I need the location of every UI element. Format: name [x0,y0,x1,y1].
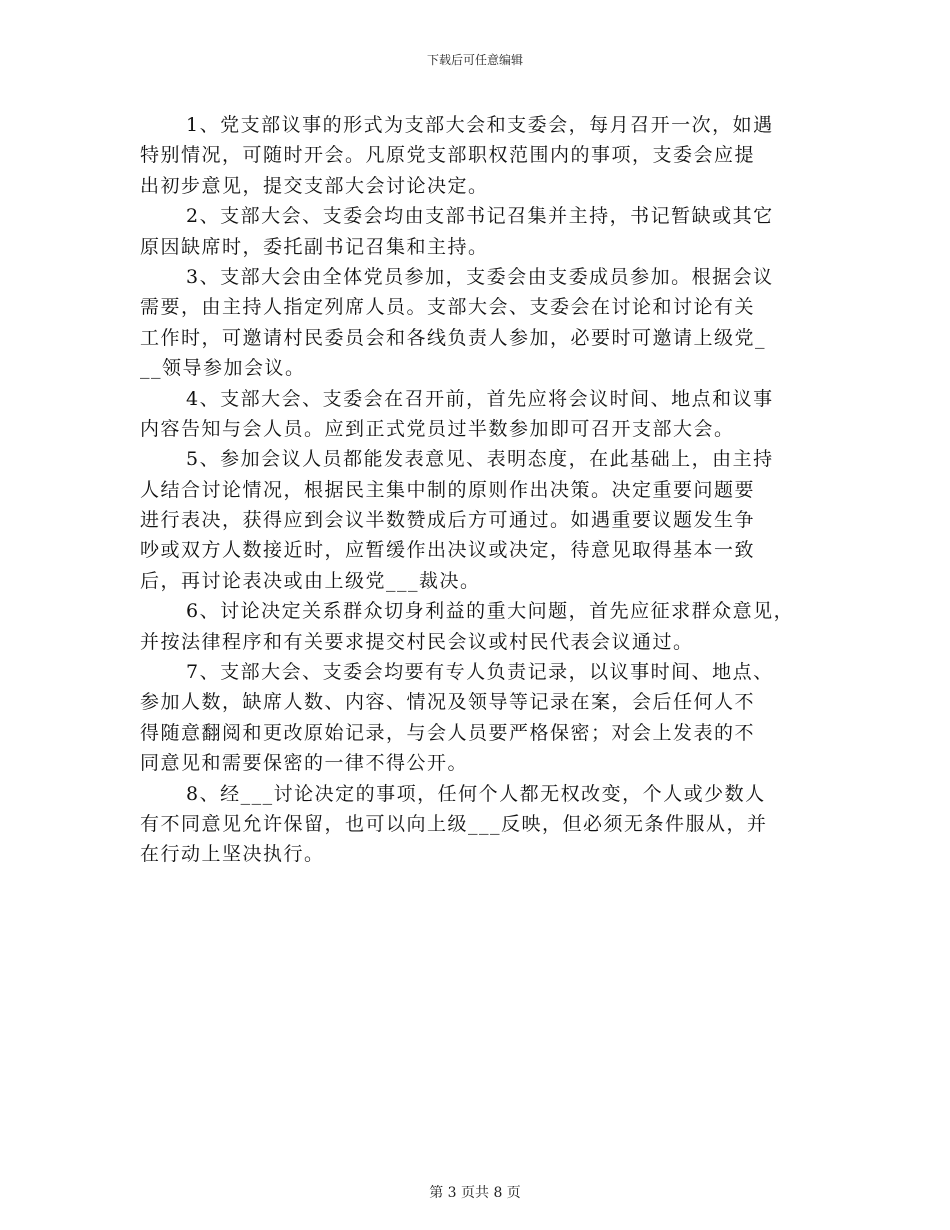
paragraph-line: 吵或双方人数接近时，应暂缓作出决议或决定，待意见取得基本一致 [140,539,756,562]
paragraph-line: 参加人数，缺席人数、内容、情况及领导等记录在案，会后任何人不 [140,691,756,714]
paragraph-line: 原因缺席时，委托副书记召集和主持。 [140,235,489,258]
paragraph-2 [140,201,808,262]
paragraph-8 [140,779,808,870]
paragraph-6 [140,596,808,657]
page-number: 第 3 页共 8 页 [429,1185,521,1201]
paragraph-line: 需要，由主持人指定列席人员。支部大会、支委会在讨论和讨论有关 [140,296,756,319]
paragraph-line: __领导参加会议。 [140,357,306,380]
paragraph-line: 特别情况，可随时开会。凡原党支部职权范围内的事项，支委会应提 [140,144,756,167]
paragraph-line: 工作时，可邀请村民委员会和各线负责人参加，必要时可邀请上级党_ [140,326,767,349]
paragraph-line: 人结合讨论情况，根据民主集中制的原则作出决策。决定重要问题要 [140,478,756,501]
paragraph-line: 3、支部大会由全体党员参加，支委会由支委成员参加。根据会议 [186,265,774,288]
paragraph-line: 并按法律程序和有关要求提交村民会议或村民代表会议通过。 [140,630,694,653]
paragraph-7 [140,657,808,779]
paragraph-line: 内容告知与会人员。应到正式党员过半数参加即可召开支部大会。 [140,417,735,440]
paragraph-line: 8、经___讨论决定的事项，任何个人都无权改变，个人或少数人 [186,782,766,805]
paragraph-line: 得随意翻阅和更改原始记录，与会人员要严格保密；对会上发表的不 [140,721,756,744]
paragraph-line: 6、讨论决定关系群众切身利益的重大问题，首先应征求群众意见， [186,600,795,623]
paragraph-5 [140,444,808,596]
paragraph-line: 2、支部大会、支委会均由支部书记召集并主持，书记暂缺或其它 [186,205,774,228]
paragraph-line: 有不同意见允许保留，也可以向上级___反映，但必须无条件服从，并 [140,812,768,835]
paragraph-line: 7、支部大会、支委会均要有专人负责记录，以议事时间、地点、 [186,661,774,684]
paragraph-line: 5、参加会议人员都能发表意见、表明态度，在此基础上，由主持 [186,448,774,471]
document-body [140,110,808,870]
paragraph-4 [140,384,808,445]
paragraph-line: 出初步意见，提交支部大会讨论决定。 [140,174,489,197]
page-header: 下载后可任意编辑 [426,53,523,67]
paragraph-line: 进行表决，获得应到会议半数赞成后方可通过。如遇重要议题发生争 [140,509,756,532]
paragraph-line: 后，再讨论表决或由上级党___裁决。 [140,569,481,592]
paragraph-3 [140,262,808,384]
paragraph-line: 4、支部大会、支委会在召开前，首先应将会议时间、地点和议事 [186,387,774,410]
paragraph-line: 1、党支部议事的形式为支部大会和支委会，每月召开一次，如遇 [186,114,774,136]
paragraph-1 [140,110,808,201]
paragraph-line: 在行动上坚决执行。 [140,843,325,866]
paragraph-line: 同意见和需要保密的一律不得公开。 [140,752,469,775]
